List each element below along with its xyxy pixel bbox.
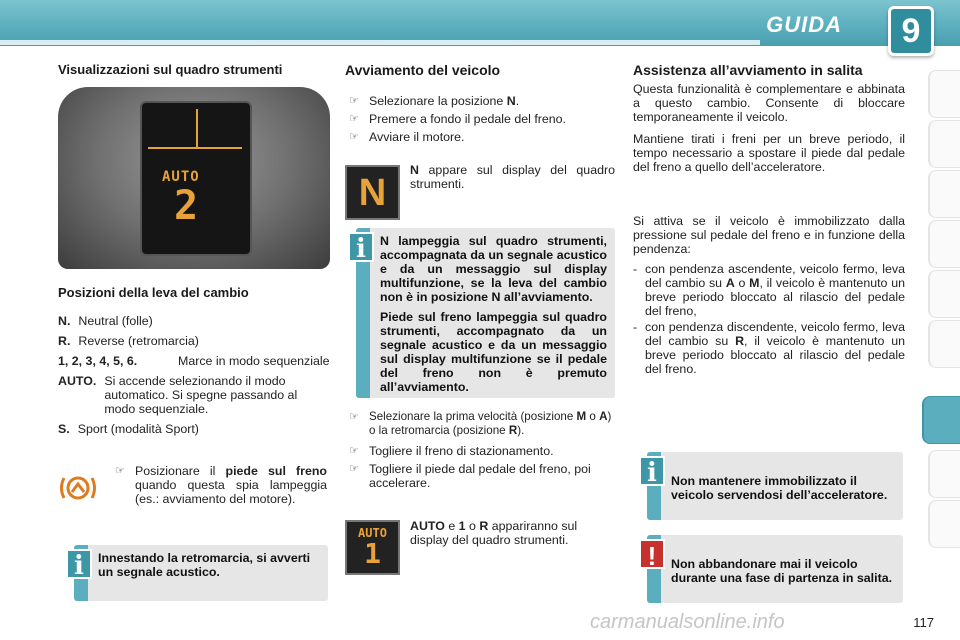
side-tab[interactable] [928,120,960,168]
slope-list [633,262,905,376]
paragraph: Si attiva se il veicolo è immobilizzato dalla pressione sul pedale del freno e in funzione della pendenza: [633,214,905,256]
gear-list [58,314,330,436]
hand-pointer-icon: ☞ [349,95,359,107]
gear-item: R. Reverse (retromarcia) [58,334,199,348]
section-title: Avviamento del veicolo [345,62,501,78]
auto-display-text: AUTO e 1 o R appariranno sul display del quadro strumenti. [410,519,578,547]
instruction-item: ☞ Selezionare la posizione N. [349,94,520,108]
header-stripe [0,40,760,45]
info-note-reverse: i Innestando la retromarcia, si avverti un segnale acustico. [74,545,328,601]
gear-positions-title: Posizioni della leva del cambio [58,285,249,300]
page-number: 117 [913,615,934,630]
instruction-item: ☞ Togliere il piede dal pedale del freno, poi accelerare. [349,462,591,490]
side-tab[interactable] [928,500,960,548]
side-tab[interactable] [928,450,960,498]
side-tab[interactable] [928,270,960,318]
left-column [58,62,330,442]
gear-item: AUTO. Si accende selezionando il modo automatico. Si spegne passando al modo sequenziale. [58,374,298,416]
chapter-number-badge: 9 [888,6,934,56]
gear-item: 1, 2, 3, 4, 5, 6. Marce in modo sequenziale [58,354,330,368]
section-title: Assistenza all’avviamento in salita [633,62,863,78]
middle-column [345,62,617,148]
hand-pointer-icon: ☞ [115,465,125,477]
instruction-item: ☞ Avviare il motore. [349,130,465,144]
brake-warning-icon [58,470,98,506]
n-display-icon: N [345,165,400,220]
gear-display [140,101,252,256]
paragraph: Questa funzionalità è complementare e abbinata a questo cambio. Consente di bloccare temporaneamente il veicolo. [633,82,905,124]
display-gear-number: 2 [174,183,199,229]
info-icon: i [66,549,92,579]
list-item: - con pendenza ascendente, veicolo fermo, leva del cambio su A o M, il veicolo è mantenuto un breve periodo bloccato al rilascio del pedale del freno, [633,262,905,318]
display-auto: AUTO [162,169,200,185]
side-tab[interactable] [928,220,960,268]
side-tabs [928,70,960,580]
instruction-item: ☞ Premere a fondo il pedale del freno. [349,112,566,126]
info-note-start: i N lampeggia sul quadro strumenti, accompagnata da un segnale acustico e da un messaggio sul display multifunzione, se la leva del cambio non è in posizione N all’avviamento. Piede sul freno lampeggia sul quadro strumenti, accompagnato da un segnale acustico e da un messaggio sul display multifunzione se il pedale del freno non è premuto all’avviamento. [356,228,615,398]
info-icon: i [348,232,374,262]
warning-note-hill: ! Non abbandonare mai il veicolo durante una fase di partenza in salita. [647,535,903,603]
warning-icon: ! [639,539,665,569]
n-display-text: N appare sul display del quadro strumenti. [410,163,615,191]
right-column [633,62,905,376]
gear-item: N. Neutral (folle) [58,314,153,328]
gear-item: S. Sport (modalità Sport) [58,422,199,436]
hand-pointer-icon: ☞ [349,113,359,125]
chapter-title: GUIDA [766,12,842,37]
list-item: - con pendenza discendente, veicolo fermo, leva del cambio su R, il veicolo è mantenuto un breve periodo bloccato al rilascio del pedale del freno. [633,320,905,376]
side-tab[interactable] [928,170,960,218]
side-tab[interactable] [928,320,960,368]
brake-instruction: ☞ Posizionare il piede sul freno quando questa spia lampeggia (es.: avviamento del motore). [115,464,327,506]
paragraph: Mantiene tirati i freni per un breve periodo, il tempo necessario a spostare il piede dal pedale del freno a quello dell’acceleratore. [633,132,905,174]
auto1-display-icon: AUTO 1 [345,520,400,575]
info-icon: i [639,456,665,486]
instruction-item: ☞ Togliere il freno di stazionamento. [349,444,554,458]
section-title: Visualizzazioni sul quadro strumenti [58,62,283,77]
dashboard-photo [58,87,330,269]
hand-pointer-icon: ☞ [349,131,359,143]
gear-instructions: ☞ Selezionare la prima velocità (posizione M o A) o la retromarcia (posizione R). ☞ Togliere il freno di stazionamento. ☞ Togliere il piede dal pedale del freno, poi accelerare. [349,410,617,494]
side-tab-active[interactable] [922,396,960,444]
watermark: carmanualsonline.info [590,611,785,633]
side-tab[interactable] [928,70,960,118]
info-note-accelerator: i Non mantenere immobilizzato il veicolo servendosi dell’acceleratore. [647,452,903,520]
